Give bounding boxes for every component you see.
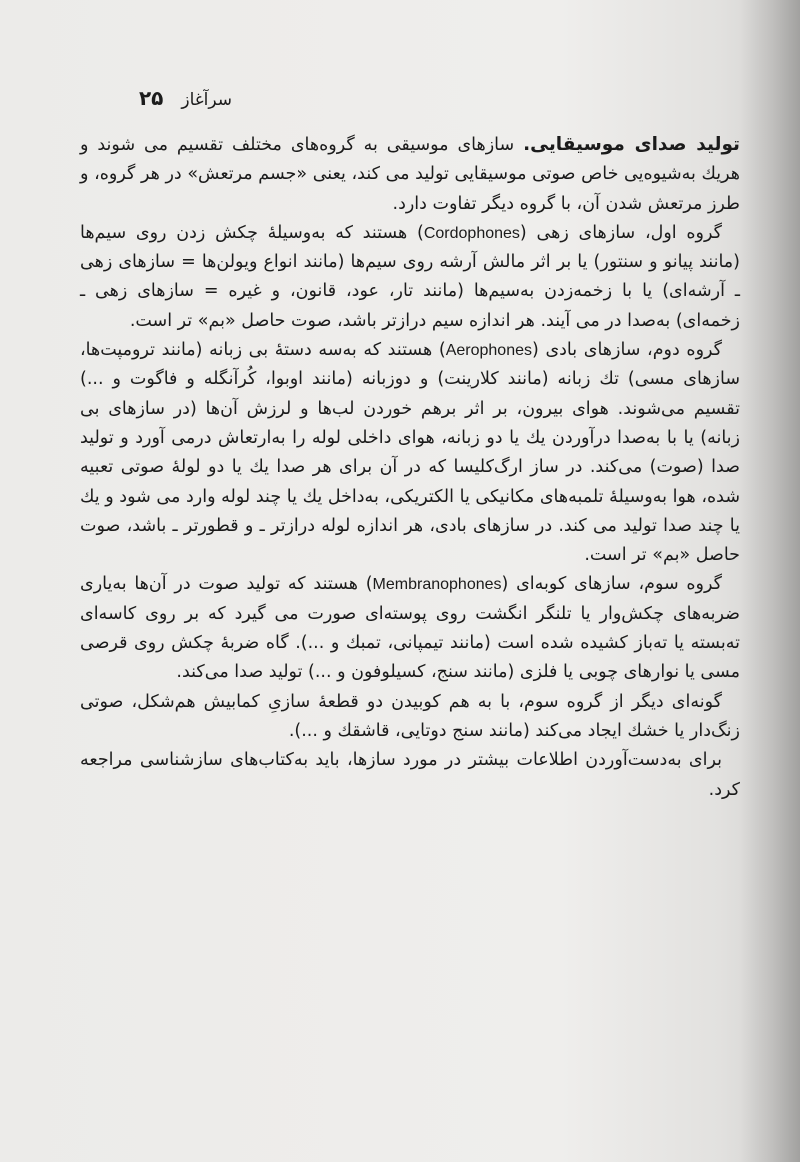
spine-shadow — [740, 0, 800, 1162]
latin-term: Cordophones — [423, 224, 520, 242]
paragraph-wind-instruments — [80, 336, 740, 570]
paragraph-further-reading — [80, 746, 740, 805]
paragraph-text: گروه دوم، سازهای بادی ( — [532, 340, 723, 361]
paragraph-text: ) هستند که تولید صوت در آن‌ها به‌یاری ضربه‌های چکش‌وار یا تلنگر انگشت روی پوسته‌ای صورت می گیرد که بر روی کاسه‌ای ته‌بسته یا ته‌باز کشیده شده است (مانند تیمپانی، تمبك و ...). گاه ضربهٔ چکش روی قرصی مسی یا نوارهای چوبی یا فلزی (مانند سنج، کسیلوفون و ...) تولید صدا می‌کند. — [80, 574, 740, 683]
paragraph-sound-production — [80, 130, 740, 219]
paragraph-percussion-instruments — [80, 570, 740, 687]
paragraph-text: ) هستند که به‌وسیلهٔ چکش زدن روی سیم‌ها (مانند پیانو و سنتور) یا بر اثر مالش آرشه روی سیم‌ها (مانند انواع ویولن‌ها = سازهای زهی ـ آرشه‌ای) یا با زخمه‌زدن به‌سیم‌ها (مانند تار، عود، قانون، و غیره = سازهای زهی ـ زخمه‌ای) به‌صدا در می آیند. هر اندازه سیم درازتر باشد، صوت حاصل «بم» تر است. — [80, 222, 740, 331]
page-header — [139, 86, 232, 110]
running-title: سرآغاز — [181, 90, 232, 110]
page-number: ۲۵ — [138, 86, 164, 110]
body-text — [80, 130, 740, 805]
paragraph-text: سازهای موسیقی به گروه‌های مختلف تقسیم می شوند و هریك به‌شیوه‌یی خاص صوتی موسیقایی تولید می کند، یعنی «جسم مرتعش» در هر گروه، و طرز مرتعش شدن آن، با گروه دیگر تفاوت دارد. — [80, 135, 740, 214]
paragraph-text: برای به‌دست‌آوردن اطلاعات بیشتر در مورد سازها، باید به‌کتاب‌های سازشناسی مراجعه کرد. — [80, 750, 740, 800]
paragraph-string-instruments — [80, 219, 740, 336]
paragraph-text: گروه اول، سازهای زهی ( — [519, 222, 722, 243]
latin-term: Membranophones — [372, 576, 502, 594]
paragraph-lead: تولید صدای موسیقایی. — [523, 134, 740, 155]
paragraph-idiophones — [80, 688, 740, 747]
latin-term: Aerophones — [445, 342, 532, 360]
paragraph-text: گروه سوم، سازهای کوبه‌ای ( — [501, 574, 722, 595]
paragraph-text: ) هستند که به‌سه دستهٔ بی زبانه (مانند ترومپت‌ها، سازهای مسی) تك زبانه (مانند کلارینت) و دوزبانه (مانند اوبوا، کُرآنگله و فاگوت و ...) تقسیم می‌شوند. هوای بیرون، بر اثر برهم خوردن لب‌ها و لرزش آن‌ها (در سازهای بی زبانه) یا با به‌صدا درآوردن یك یا دو زبانه، هوای داخلی لوله را به‌ارتعاش درمی آورد و تولید صدا (صوت) می‌کند. در ساز ارگ‌کلیسا که در آن برای هر صدا یك یا دو لولهٔ صوتی تعبیه شده، هوا به‌وسیلهٔ تلمبه‌های مکانیکی یا الکتریکی، به‌داخل یك یا چند لوله وارد می شود و یك یا چند صدا تولید می کند. در سازهای بادی، هر اندازه لوله درازتر ـ و قطورتر ـ باشد، صوت حاصل «بم» تر است. — [80, 340, 740, 566]
paragraph-text: گونه‌ای دیگر از گروه سوم، با به هم کوبیدن دو قطعهٔ سازیِ کمابیش هم‌شکل، صوتی زنگ‌دار یا خشك ایجاد می‌کند (مانند سنج دوتایی، قاشقك و ...). — [80, 691, 740, 741]
